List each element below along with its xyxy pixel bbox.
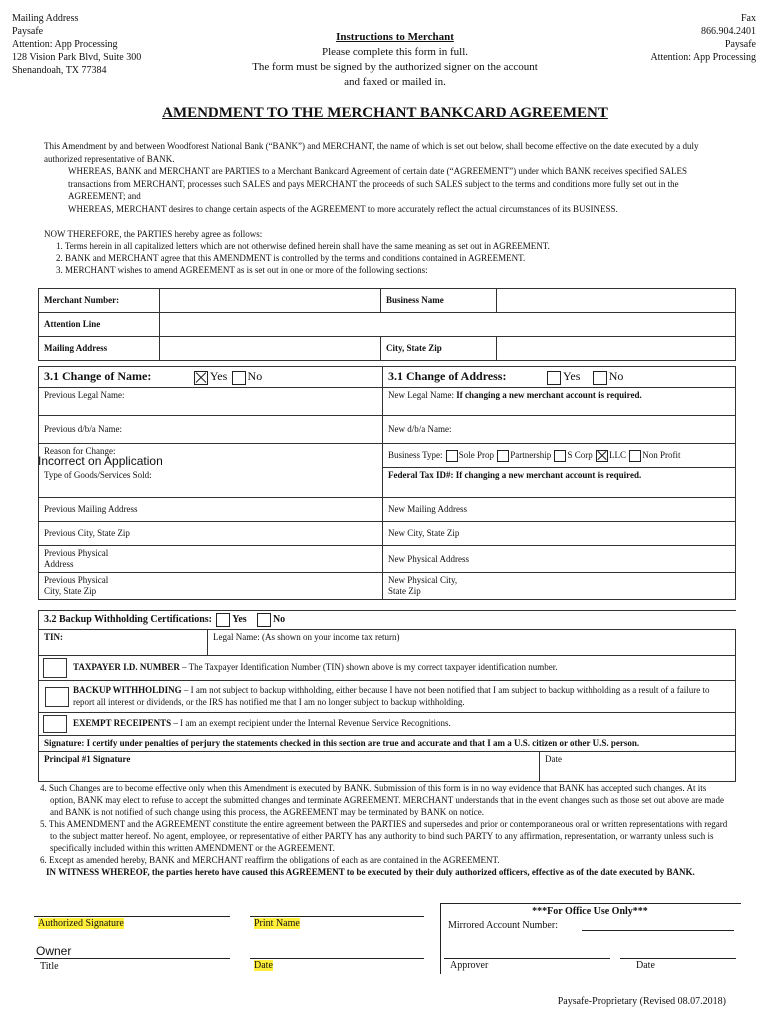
proprietary-note: Paysafe-Proprietary (Revised 08.07.2018) [557,996,726,1007]
intro-item: 1. Terms herein in all capitalized letters which are not otherwise defined herein shall have the same meaning as set out in AGREEMENT. [56,241,550,251]
new-dba-cell[interactable] [383,415,736,443]
backup-yes-label: Yes [232,614,247,626]
footer-terms [40,782,730,878]
mailing-address-block [12,12,141,77]
prev-city-label: Previous City, State Zip [44,528,130,539]
approver-label: Approver [450,960,489,971]
cert2-text: – I am not subject to backup withholding, either because I have not been notified that I am subject to backup withholding as a result of a failure to report all interest or dividends, or the IRS has notified me that I am no longer subject to backup withholding. [73,685,710,707]
reason-label: Reason for Change: [44,445,116,456]
change-name-yes-checkbox[interactable] [194,371,208,385]
cert1-row [39,656,736,681]
prev-dba-cell[interactable] [39,415,383,443]
mailing-field[interactable] [160,337,381,361]
hdr-left-line: Paysafe [12,26,44,37]
change-address-no-label: No [608,369,624,383]
attention-label: Attention Line [39,313,160,337]
backup-no-label: No [272,614,286,626]
new-dba-label: New d/b/a Name: [388,423,452,434]
principal-signature-cell[interactable] [39,752,540,782]
prev-phys-label: Previous Physical Address [44,548,109,570]
new-phys-cell[interactable] [383,546,736,573]
change-address-yes-checkbox[interactable] [547,371,561,385]
tax-id-cell[interactable] [383,468,736,498]
merchant-table [38,288,736,361]
partnership-checkbox[interactable] [497,450,509,462]
business-name-label: Business Name [381,289,497,313]
cert3-bold: EXEMPT RECEIPENTS [73,718,172,729]
prev-dba-label: Previous d/b/a Name: [44,423,122,434]
cert2-bold: BACKUP WITHHOLDING [73,685,182,696]
business-name-field[interactable] [497,289,736,313]
prev-legal-label: Previous Legal Name: [44,389,125,400]
cert2-checkbox[interactable] [45,687,69,707]
change-name-yes-label: Yes [209,369,228,383]
change-address-header [383,367,736,388]
mirrored-label: Mirrored Account Number: [448,920,558,931]
auth-sig-label [38,918,124,931]
principal-date-label: Date [545,754,562,765]
type-label: Partnership [510,449,552,460]
type-label: LLC [609,449,626,460]
cert2-row [39,681,736,713]
change-address-no-checkbox[interactable] [593,371,607,385]
type-label: Sole Prop [458,449,494,460]
new-phys-city-label: New Physical City, State Zip [388,575,458,597]
footer-p4: 4. Such Changes are to become effective only when this Amendment is executed by BANK. Submission of this form is in no way evidence that BANK has accepted such changes. At its option, BANK may elect to refuse to accept the submitted changes and terminate AGREEMENT. MERCHANT understands that in the event changes such as those set out above are made and BANK is not notified of such change using this process, the AGREEMENT may be terminated by BANK on notice. [40,783,724,817]
backup-title: 3.2 Backup Withholding Certifications: [44,614,212,626]
hdr-left-line: Mailing Address [12,13,79,24]
intro-text [44,140,724,215]
intro-numbered [44,228,724,276]
print-name-text: Print Name [254,918,300,929]
backup-no-checkbox[interactable] [257,613,271,627]
change-table [38,366,736,600]
new-mailing-cell[interactable] [383,498,736,522]
mailing-label: Mailing Address [39,337,160,361]
auth-sig-text: Authorized Signature [38,918,124,929]
instructions-line: and faxed or mailed in. [344,76,446,88]
hdr-right-line: 866.904.2401 [701,26,756,37]
change-name-header [39,367,383,388]
prev-phys-cell[interactable] [39,546,383,573]
cert1-text: – The Taxpayer Identification Number (TIN) shown above is my correct taxpayer identification number. [179,662,558,673]
instructions-line: Please complete this form in full. [321,46,469,58]
cert1-bold: TAXPAYER I.D. NUMBER [73,662,180,673]
cert3-text: – I am an exempt recipient under the Internal Revenue Service Recognitions. [171,718,451,729]
attention-field[interactable] [160,313,736,337]
intro-p1: This Amendment by and between Woodforest National Bank (“BANK”) and MERCHANT, the name of which is set out below, shall become effective on the date executed by a duly authorized representative of BANK. [44,141,699,164]
new-city-label: New City, State Zip [388,528,460,539]
hdr-left-line: Shenandoah, TX 77384 [12,65,107,76]
intro-p2: WHEREAS, BANK and MERCHANT are PARTIES to a Merchant Bankcard Agreement of certain date (“AGREEMENT”) under which BANK receives specified SALES transactions from MERCHANT, processes such SALES and pays MERCHANT the proceeds of such SALES subject to the terms and conditions more fully set out in the AGREEMENT; and [68,166,688,201]
office-title: ***For Office Use Only*** [532,906,648,917]
goods-label: Type of Goods/Services Sold: [44,469,152,480]
principal-date-cell[interactable] [540,752,736,782]
new-phys-city-cell[interactable] [383,573,736,600]
document-title: AMENDMENT TO THE MERCHANT BANKCARD AGREEMENT [162,105,608,121]
new-legal-label: New Legal Name: [388,389,454,400]
type-label: Non Profit [642,449,681,460]
date-text: Date [254,960,273,971]
footer-p5: 5. This AMENDMENT and the AGREEMENT constitute the entire agreement between the PARTIES and supersedes and prior or contemporaneous oral or written representations with regard to the subject matter hereof. No agent, employee, or representative of either PARTY has any authority to bind such PARTY to any affirmation, representation, or warranty unless such is specifically included within this written AMENDMENT or the AGREEMENT. [40,819,728,853]
change-name-no-checkbox[interactable] [232,371,246,385]
new-mailing-label: New Mailing Address [388,504,467,515]
new-phys-label: New Physical Address [388,553,469,564]
backup-header [39,611,736,630]
sole-prop-checkbox[interactable] [446,450,458,462]
cert3-checkbox[interactable] [43,715,67,733]
reason-cell[interactable] [39,443,383,468]
tin-label: TIN: [44,632,64,642]
hdr-right-line: Attention: App Processing [650,52,756,63]
city-label: City, State Zip [381,337,497,361]
signature-certify: Signature: I certify under penalties of perjury the statements checked in this section are true and accurate and that I am a U.S. citizen or other U.S. person. [39,736,736,752]
owner-value[interactable]: Owner [36,944,72,958]
change-address-title: 3.1 Change of Address: [388,369,507,383]
prev-mailing-label: Previous Mailing Address [44,504,138,515]
llc-checkbox[interactable] [596,450,608,462]
hdr-right-line: Paysafe [724,39,756,50]
backup-table [38,610,736,782]
cert1-checkbox[interactable] [43,658,67,678]
new-legal-cell[interactable] [383,387,736,415]
intro-p3: WHEREAS, MERCHANT desires to change certain aspects of the AGREEMENT to more accurately reflect the actual circumstances of its BUSINESS. [68,203,618,214]
non-profit-checkbox[interactable] [629,450,641,462]
backup-yes-checkbox[interactable] [216,613,230,627]
instructions-line: The form must be signed by the authorized signer on the account [252,61,538,73]
hdr-right-line: Fax [741,13,756,24]
change-name-title: 3.1 Change of Name: [44,369,152,383]
cert3-row [39,713,736,736]
legal-name-label: Legal Name: (As shown on your income tax return) [213,632,400,642]
title-label: Title [40,961,59,972]
principal-signature-label: Principal #1 Signature [44,754,131,765]
legal-name-cell[interactable] [208,630,736,656]
office-date-label: Date [636,960,655,971]
date-label [254,960,273,973]
intro-item: 3. MERCHANT wishes to amend AGREEMENT as is set out in one or more of the following sections: [56,265,428,275]
hdr-left-line: 128 Vision Park Blvd, Suite 300 [12,52,142,63]
tax-id-label: Federal Tax ID#: If changing a new merchant account is required. [388,470,642,481]
change-name-no-label: No [247,369,263,383]
type-label: S Corp [567,449,593,460]
new-legal-note: If changing a new merchant account is required. [456,389,642,400]
fax-block [650,12,756,64]
city-field[interactable] [497,337,736,361]
business-type-cell [383,443,736,468]
witness-text: IN WITNESS WHEREOF, the parties hereto have caused this AGREEMENT to be executed by their duly authorized officers, effective as of the date executed by BANK. [46,867,695,877]
intro-item: 2. BANK and MERCHANT agree that this AMENDMENT is controlled by the terms and conditions contained in AGREEMENT. [56,253,526,263]
merchant-number-field[interactable] [160,289,381,313]
hdr-left-line: Attention: App Processing [12,39,118,50]
reason-value[interactable]: Incorrect on Application [38,453,163,468]
tin-cell[interactable] [39,630,208,656]
prev-phys-city-cell[interactable] [39,573,383,600]
merchant-number-label: Merchant Number: [39,289,160,313]
change-address-yes-label: Yes [562,369,581,383]
prev-city-cell[interactable] [39,522,383,546]
goods-cell[interactable] [39,468,383,498]
s-corp-checkbox[interactable] [554,450,566,462]
print-name-label [254,918,300,931]
instructions-block [220,30,570,90]
intro-p4: NOW THEREFORE, the PARTIES hereby agree as follows: [44,229,263,239]
instructions-title: Instructions to Merchant [336,31,454,43]
business-type-label: Business Type: [388,449,443,460]
new-city-cell[interactable] [383,522,736,546]
prev-legal-cell[interactable] [39,387,383,415]
prev-mailing-cell[interactable] [39,498,383,522]
prev-phys-city-label: Previous Physical City, State Zip [44,575,109,597]
footer-p6: 6. Except as amended hereby, BANK and MERCHANT reaffirm the obligations of each as are contained in the AGREEMENT. [40,855,500,865]
